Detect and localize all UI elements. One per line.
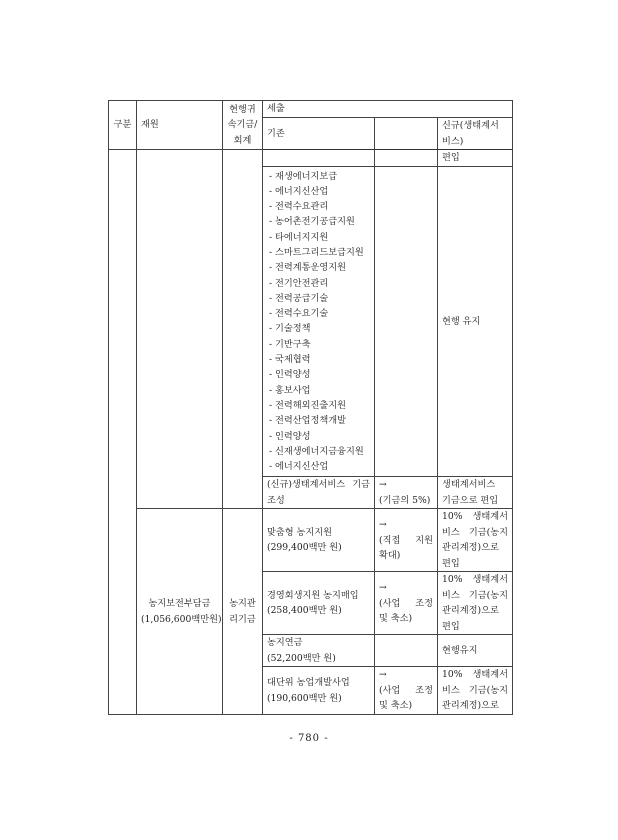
energy-item: - 인력양성 (269, 430, 311, 442)
header-expenditure-text: 세출 (267, 103, 285, 115)
energy-middle-empty (375, 166, 438, 477)
energy-item: - 재생에너지보급 (269, 170, 338, 182)
ecosystem-new-line-2: 기금으로 편입 (442, 494, 499, 506)
large-scale-existing-line-1: 대단위 농업개발사업 (267, 677, 350, 689)
farmland-source-line-2: (1,056,600백만원) (141, 613, 222, 625)
pension-existing-cell (263, 635, 375, 667)
pension-middle-empty (375, 635, 438, 667)
header-category (109, 101, 137, 150)
arrow-icon: → (379, 479, 387, 491)
rehab-middle-line-1: (사업 조정 (379, 597, 433, 609)
farm-support-middle-line-1: (직접 지원 (379, 534, 433, 546)
header-current-line-3: 회계 (233, 134, 252, 146)
rehab-new-line-2: 비스 기금(농지 (442, 589, 508, 601)
pension-new-cell (438, 635, 513, 667)
farm-support-middle-cell (375, 509, 438, 572)
header-new-line-2: 비스) (442, 135, 464, 147)
energy-item: - 전력공급기술 (269, 292, 329, 304)
ecosystem-existing-cell (263, 477, 375, 509)
table-row (109, 509, 513, 572)
rehab-new-line-1: 10% 생태계서 (442, 574, 508, 586)
ecosystem-existing-line-2: 조성 (267, 494, 285, 506)
energy-item: - 인력양성 (269, 369, 311, 381)
farm-support-new-line-4: 편입 (442, 557, 460, 569)
current-cell-empty (223, 150, 263, 509)
large-scale-new-line-2: 비스 기금(농지 (442, 684, 508, 696)
energy-item: - 에너지신산업 (269, 185, 329, 197)
rehab-new-line-4: 편입 (442, 620, 460, 632)
energy-status-cell (438, 166, 513, 477)
energy-item: - 전력수요관리 (269, 201, 329, 213)
rehab-existing-cell (263, 572, 375, 635)
header-current-line-1: 현행귀 (229, 103, 256, 115)
header-new (438, 118, 513, 150)
category-cell (109, 150, 137, 715)
farm-support-new-line-2: 비스 기금(농지 (442, 526, 508, 538)
energy-item: - 스마트그리드보급지원 (269, 246, 364, 258)
large-scale-middle-line-2: 및 축소) (379, 700, 413, 712)
ecosystem-existing-line-1: (신규)생태계서비스 기금 (267, 479, 370, 491)
header-current-line-2: 속기금/ (227, 119, 258, 131)
energy-item: - 농어촌전기공급지원 (269, 216, 355, 228)
large-scale-new-line-3: 관리계정)으로 (442, 700, 499, 712)
energy-item: - 전력산업정책개발 (269, 415, 347, 427)
farmland-source-cell (137, 509, 223, 715)
farm-support-new-line-3: 관리계정)으로 (442, 542, 499, 554)
table-row (109, 150, 513, 167)
top-continuation-text: 편입 (442, 152, 460, 163)
energy-item: - 국제협력 (269, 354, 311, 366)
farmland-current-line-2: 리기금 (229, 613, 256, 625)
large-scale-middle-line-1: (사업 조정 (379, 684, 433, 696)
energy-status-text: 현행 유지 (442, 315, 481, 327)
energy-item: - 홍보사업 (269, 384, 311, 396)
header-existing-text: 기존 (267, 127, 285, 139)
fund-restructuring-table (108, 100, 513, 715)
top-continuation-cell (438, 150, 513, 167)
header-source (137, 101, 223, 150)
ecosystem-new-cell (438, 477, 513, 509)
large-scale-middle-cell (375, 667, 438, 715)
arrow-icon: → (379, 582, 387, 594)
header-existing (263, 118, 375, 150)
energy-items-cell (263, 166, 375, 477)
pension-existing-line-1: 농지연금 (267, 637, 303, 649)
rehab-existing-line-1: 경영회생지원 농지매입 (267, 589, 359, 601)
ecosystem-middle-cell (375, 477, 438, 509)
large-scale-existing-line-2: (190,600백만 원) (267, 692, 342, 704)
energy-item: - 전력계통운영지원 (269, 262, 347, 274)
header-middle-empty (375, 118, 438, 150)
energy-item: - 전력수요기술 (269, 308, 329, 320)
middle-cell-empty (375, 150, 438, 167)
farm-support-existing-line-1: 맞춤형 농지지원 (267, 526, 333, 538)
existing-cell-empty (263, 150, 375, 167)
arrow-icon: → (379, 519, 387, 531)
energy-item: - 신재생에너지금융지원 (269, 445, 364, 457)
page-number: - 780 - (289, 733, 329, 744)
header-category-text: 구분 (113, 119, 132, 131)
farm-support-middle-line-2: 확대) (379, 550, 401, 562)
ecosystem-middle-text: (기금의 5%) (379, 494, 431, 506)
rehab-new-line-3: 관리계정)으로 (442, 605, 499, 617)
ecosystem-new-line-1: 생태계서비스 (442, 479, 496, 491)
header-new-line-1: 신규(생태계서 (442, 120, 499, 131)
farm-support-existing-cell (263, 509, 375, 572)
header-expenditure (263, 101, 513, 118)
energy-item: - 기술정책 (269, 323, 311, 335)
large-scale-existing-cell (263, 667, 375, 715)
header-row-1 (109, 101, 513, 118)
farmland-source-line-1: 농지보전부담금 (148, 598, 211, 610)
rehab-new-cell (438, 572, 513, 635)
rehab-middle-cell (375, 572, 438, 635)
pension-new-text: 현행유지 (442, 645, 478, 657)
energy-items-list (267, 167, 370, 477)
energy-item: - 기반구축 (269, 338, 311, 350)
pension-existing-line-2: (52,200백만 원) (267, 652, 336, 664)
header-source-text: 재원 (141, 119, 159, 131)
header-current (223, 101, 263, 150)
large-scale-new-cell (438, 667, 513, 715)
energy-item: - 타에너지지원 (269, 231, 329, 243)
large-scale-new-line-1: 10% 생태계서 (442, 669, 508, 681)
farmland-current-line-1: 농지관 (229, 598, 256, 610)
energy-item: - 전력해외진출지원 (269, 399, 347, 411)
rehab-existing-line-2: (258,400백만 원) (267, 605, 342, 617)
arrow-icon: → (379, 669, 387, 681)
farmland-current-cell (223, 509, 263, 715)
rehab-middle-line-2: 및 축소) (379, 613, 413, 625)
farm-support-new-line-1: 10% 생태계서 (442, 511, 508, 523)
farm-support-new-cell (438, 509, 513, 572)
energy-item: - 에너지신산업 (269, 461, 329, 473)
energy-item: - 전기안전관리 (269, 277, 329, 289)
source-cell-empty (137, 150, 223, 509)
farm-support-existing-line-2: (299,400백만 원) (267, 542, 342, 554)
